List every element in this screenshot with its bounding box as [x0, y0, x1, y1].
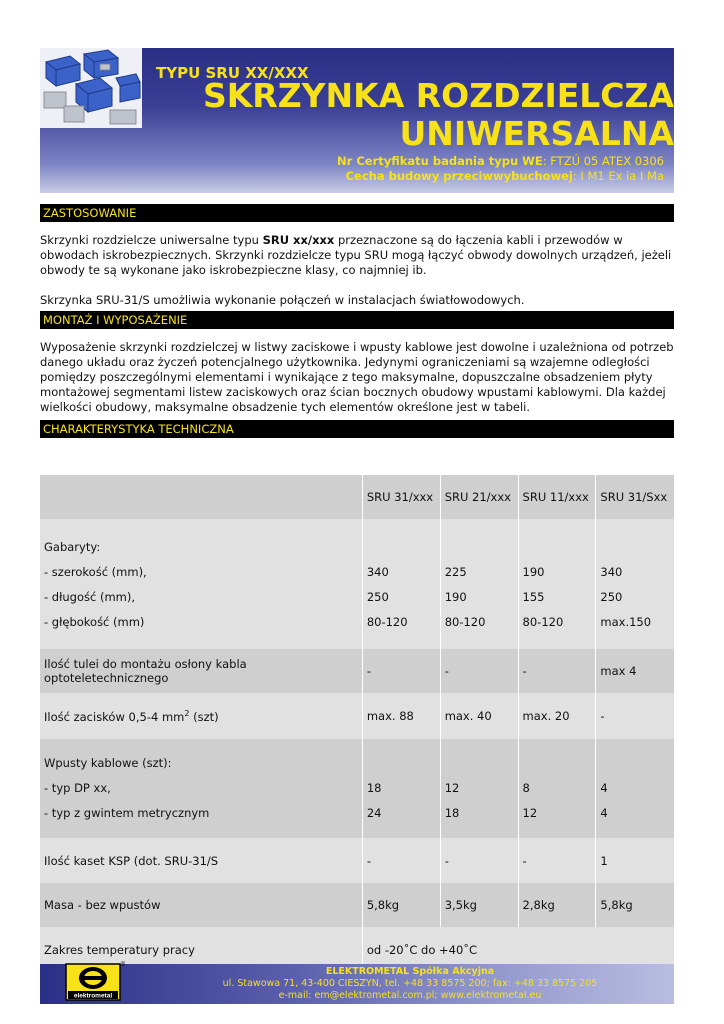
- table-cell: -: [440, 838, 518, 883]
- table-cell: 2,8kg: [518, 883, 596, 927]
- mounting-text: [40, 340, 674, 415]
- table-cell: -: [440, 649, 518, 693]
- title-line-1: SKRZYNKA ROZDZIELCZA: [202, 76, 674, 115]
- logo-text: elektrometal: [73, 992, 113, 1000]
- elektrometal-logo-icon: [60, 960, 126, 1004]
- table-cell: 340: [600, 565, 623, 579]
- table-cell: 4: [600, 806, 608, 820]
- row-label: - szerokość (mm),: [44, 565, 147, 579]
- table-cell: 80-120: [522, 615, 564, 629]
- table-cell: -: [518, 649, 596, 693]
- table-cell: max. 40: [440, 693, 518, 739]
- table-cell: 18: [444, 806, 460, 820]
- specifications-table: [40, 475, 674, 972]
- section-heading-mounting: MONTAŻ I WYPOSAŻENIE: [40, 311, 674, 329]
- row-label: Ilość kaset KSP (dot. SRU-31/S: [44, 853, 219, 868]
- cert-value: : FTZÚ 05 ATEX 0306: [542, 154, 664, 168]
- product-type: TYPU SRU XX/XXX: [156, 64, 309, 82]
- table-cell: 5,8kg: [362, 883, 440, 927]
- table-cell: 225: [444, 565, 467, 579]
- footer-text: [150, 966, 670, 1002]
- footer-contact: e-mail: em@elektrometal.com.pl; www.elektrometal.eu: [278, 990, 542, 1001]
- row-label: Zakres temperatury pracy: [44, 942, 195, 957]
- table-cell: 250: [600, 590, 623, 604]
- application-paragraph-1: Skrzynki rozdzielcze uniwersalne typu SRU xx/xxx przeznaczone są do łączenia kabli i przewodów w obwodach iskrobezpiecznych. Skrzynki rozdzielcze typu SRU mogą łączyć obwody dowolnych urządzeń, jeżeli obwody te są wykonane jako iskrobezpieczne klasy, co najmniej ib.: [40, 233, 672, 277]
- table-cell: 8: [522, 781, 530, 795]
- table-cell: 24: [366, 806, 382, 820]
- column-header: SRU 31/Sxx: [596, 475, 674, 519]
- table-row-terminals: [40, 693, 674, 739]
- column-header: SRU 31/xxx: [362, 475, 440, 519]
- row-label: - typ DP xx,: [44, 781, 111, 795]
- table-row-dimensions: [40, 519, 674, 649]
- table-cell: 190: [444, 590, 467, 604]
- product-image: [40, 48, 142, 128]
- row-label: - typ z gwintem metrycznym: [44, 806, 210, 820]
- company-logo: [60, 960, 126, 1004]
- table-cell: 80-120: [366, 615, 408, 629]
- section-heading-specs: CHARAKTERYSTYKA TECHNICZNA: [40, 420, 674, 438]
- table-cell: 4: [600, 781, 608, 795]
- table-cell: od -20˚C do +40˚C: [362, 927, 674, 972]
- ex-mark-label: Cecha budowy przeciwwybuchowej: [345, 169, 573, 183]
- table-cell: 155: [522, 590, 545, 604]
- table-cell: 250: [366, 590, 389, 604]
- table-row-glands: [40, 739, 674, 838]
- row-label: Ilość zacisków 0,5-4 $mm^2$ (szt): [44, 708, 219, 724]
- cert-label: Nr Certyfikatu badania typu WE: [337, 154, 543, 168]
- table-cell: -: [362, 838, 440, 883]
- table-cell: 1: [596, 838, 674, 883]
- table-row-mass: [40, 883, 674, 927]
- row-label: Wpusty kablowe (szt):: [44, 756, 172, 770]
- table-cell: max.150: [600, 615, 652, 629]
- table-cell: max. 20: [518, 693, 596, 739]
- certificate-info: [337, 154, 664, 184]
- registered-mark: ®: [120, 962, 126, 968]
- row-label: - głębokość (mm): [44, 615, 145, 629]
- row-label: Ilość tulei do montażu osłony kabla optoteletechnicznego: [44, 657, 247, 685]
- table-cell: 12: [522, 806, 538, 820]
- table-cell: max. 88: [362, 693, 440, 739]
- table-row-ksp: [40, 838, 674, 883]
- row-label: Gabaryty:: [44, 540, 101, 554]
- table-cell: 80-120: [444, 615, 486, 629]
- application-paragraph-2: Skrzynka SRU-31/S umożliwia wykonanie połączeń w instalacjach światłowodowych.: [40, 293, 525, 307]
- column-header: SRU 11/xxx: [518, 475, 596, 519]
- table-header-row: [40, 475, 674, 519]
- mounting-paragraph: Wyposażenie skrzynki rozdzielczej w listwy zaciskowe i wpusty kablowe jest dowolne i uzależniona od potrzeb danego układu oraz życzeń potencjalnego użytkownika. Jedynymi ograniczeniami są wzajemne odległości pomiędzy poszczególnymi elementami i wynikające z tego maksymalne, dopuszczalne obsadzeniem płyty montażowej segmentami listew zaciskowych oraz ścian bocznych obudowy wpustami kablowymi. Dla każdej wielkości obudowy, maksymalne obsadzenie tych elementów określone jest w tabeli.: [40, 340, 674, 414]
- table-cell: 340: [366, 565, 389, 579]
- table-row-sleeves: [40, 649, 674, 693]
- table-cell: 5,8kg: [596, 883, 674, 927]
- table-cell: max 4: [596, 649, 674, 693]
- row-label: Masa - bez wpustów: [44, 898, 161, 912]
- ex-mark-value: : I M1 Ex ia I Ma: [572, 169, 664, 183]
- table-cell: -: [596, 693, 674, 739]
- table-cell: 12: [444, 781, 460, 795]
- table-cell: 18: [366, 781, 382, 795]
- table-cell: -: [362, 649, 440, 693]
- section-heading-application: ZASTOSOWANIE: [40, 204, 674, 222]
- column-header: SRU 21/xxx: [440, 475, 518, 519]
- footer-company: ELEKTROMETAL Spółka Akcyjna: [325, 966, 495, 977]
- table-cell: -: [518, 838, 596, 883]
- table-cell: 190: [522, 565, 545, 579]
- footer-address: ul. Stawowa 71, 43-400 CIESZYN, tel. +48 33 8575 200; fax: +48 33 8575 205: [222, 978, 598, 989]
- row-label: - długość (mm),: [44, 590, 136, 604]
- table-cell: 3,5kg: [440, 883, 518, 927]
- title-line-2: UNIWERSALNA: [399, 114, 674, 153]
- product-boxes-illustration: [40, 48, 142, 128]
- application-text: [40, 233, 674, 308]
